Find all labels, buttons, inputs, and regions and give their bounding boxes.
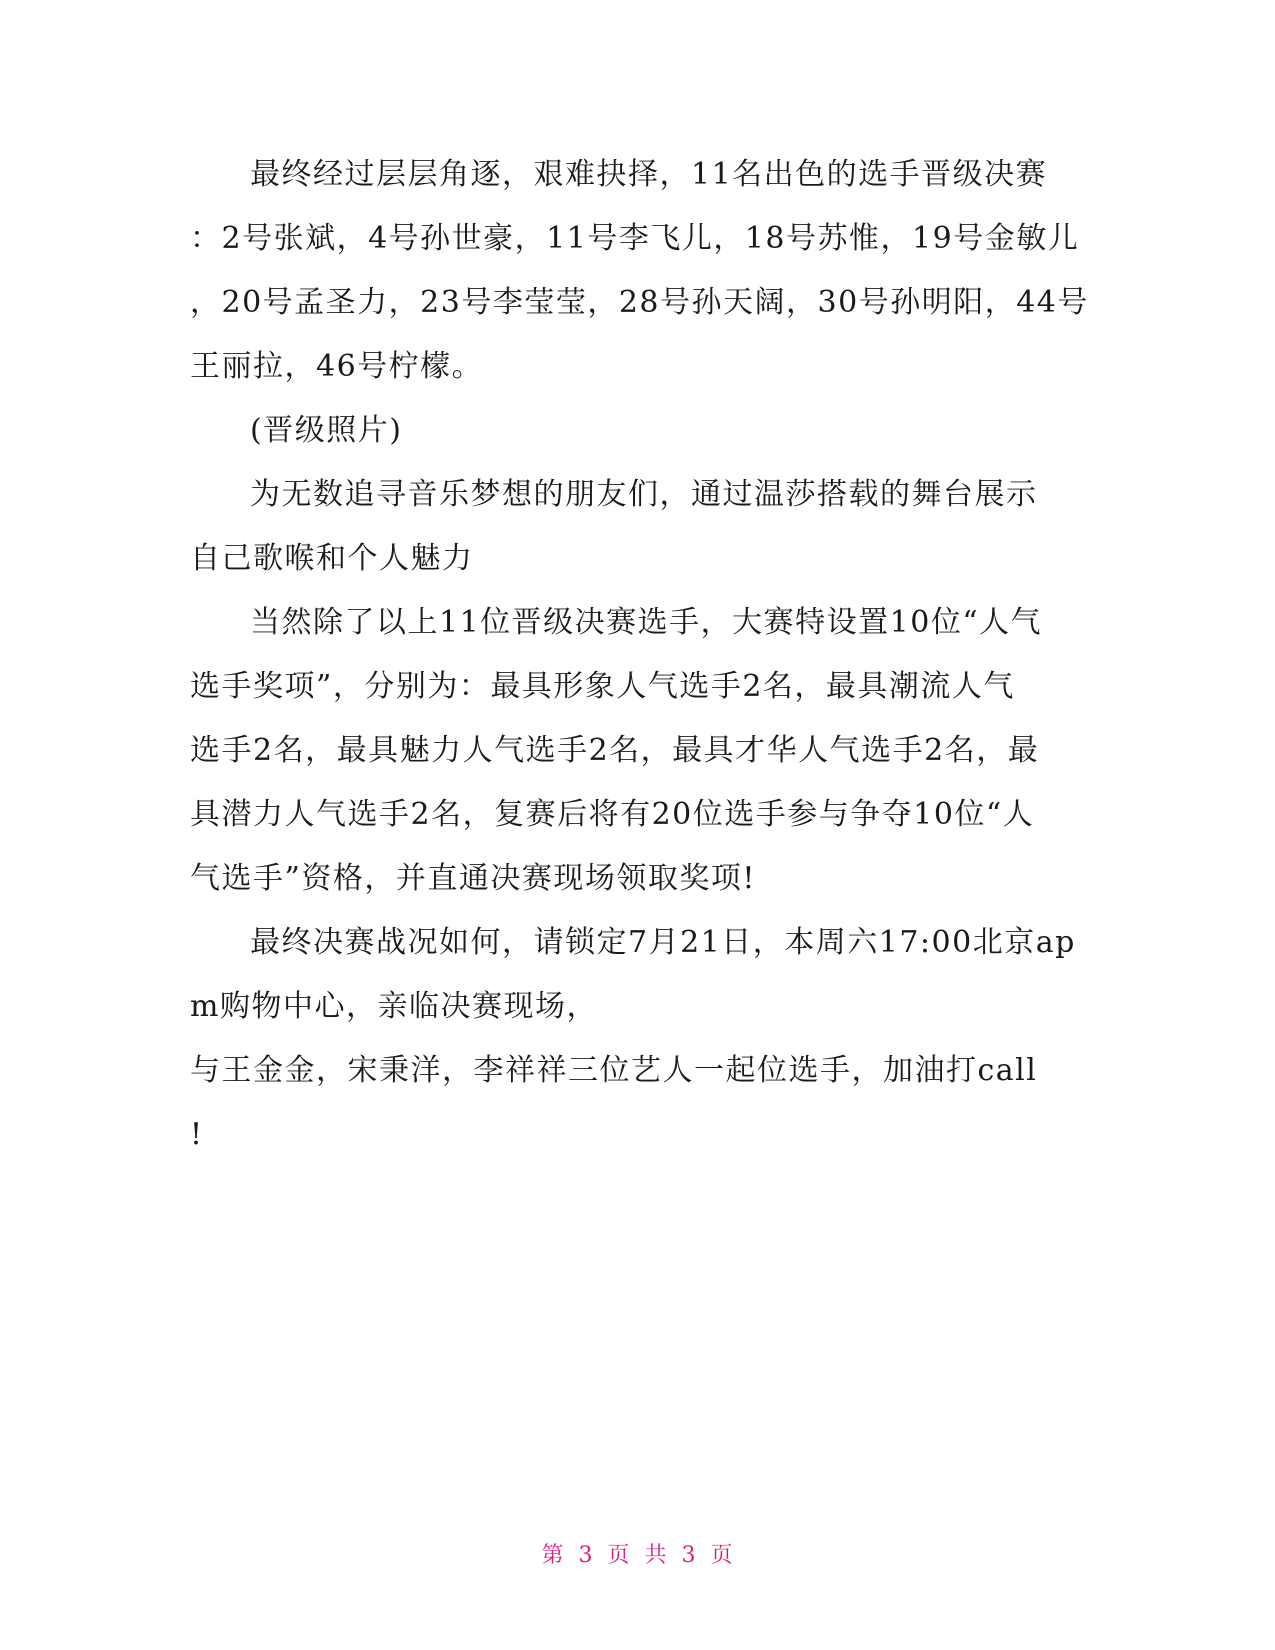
footer-suffix: 页 bbox=[710, 1543, 734, 1568]
text-line: 为无数追寻音乐梦想的朋友们，通过温莎搭载的舞台展示 bbox=[250, 477, 1038, 512]
footer-total-pages: 3 bbox=[681, 1543, 697, 1568]
text-line: 王丽拉，46号柠檬。 bbox=[190, 349, 484, 384]
document-body bbox=[190, 143, 1090, 1167]
text-line: 选手2名，最具魅力人气选手2名，最具才华人气选手2名，最 bbox=[190, 733, 1040, 768]
text-line: ：2号张斌，4号孙世豪，11号李飞儿，18号苏惟，19号金敏儿 bbox=[190, 221, 1080, 256]
text-line: (晋级照片) bbox=[250, 413, 403, 448]
text-line: 当然除了以上11位晋级决赛选手，大赛特设置10位“人气 bbox=[250, 605, 1043, 640]
text-line: 选手奖项”，分别为：最具形象人气选手2名，最具潮流人气 bbox=[190, 669, 1015, 704]
text-line: 具潜力人气选手2名，复赛后将有20位选手参与争夺10位“人 bbox=[190, 797, 1035, 832]
footer-prefix: 第 bbox=[541, 1543, 565, 1568]
footer-current-page: 3 bbox=[578, 1543, 594, 1568]
text-line: 自己歌喉和个人魅力 bbox=[190, 541, 474, 576]
text-line: 最终决赛战况如何，请锁定7月21日，本周六17:00北京ap bbox=[250, 925, 1076, 960]
text-line: ! bbox=[190, 1117, 204, 1152]
text-line: 与王金金，宋秉洋，李祥祥三位艺人一起位选手，加油打call bbox=[190, 1053, 1038, 1088]
text-line: 气选手”资格，并直通决赛现场领取奖项! bbox=[190, 861, 756, 896]
text-line: ，20号孟圣力，23号李莹莹，28号孙天阔，30号孙明阳，44号 bbox=[190, 285, 1089, 320]
footer-total-word: 共 bbox=[644, 1543, 668, 1568]
text-line: m购物中心，亲临决赛现场， bbox=[190, 989, 598, 1024]
footer-page-word: 页 bbox=[607, 1543, 631, 1568]
text-line: 最终经过层层角逐，艰难抉择，11名出色的选手晋级决赛 bbox=[250, 157, 1048, 192]
page-footer bbox=[0, 1538, 1275, 1569]
